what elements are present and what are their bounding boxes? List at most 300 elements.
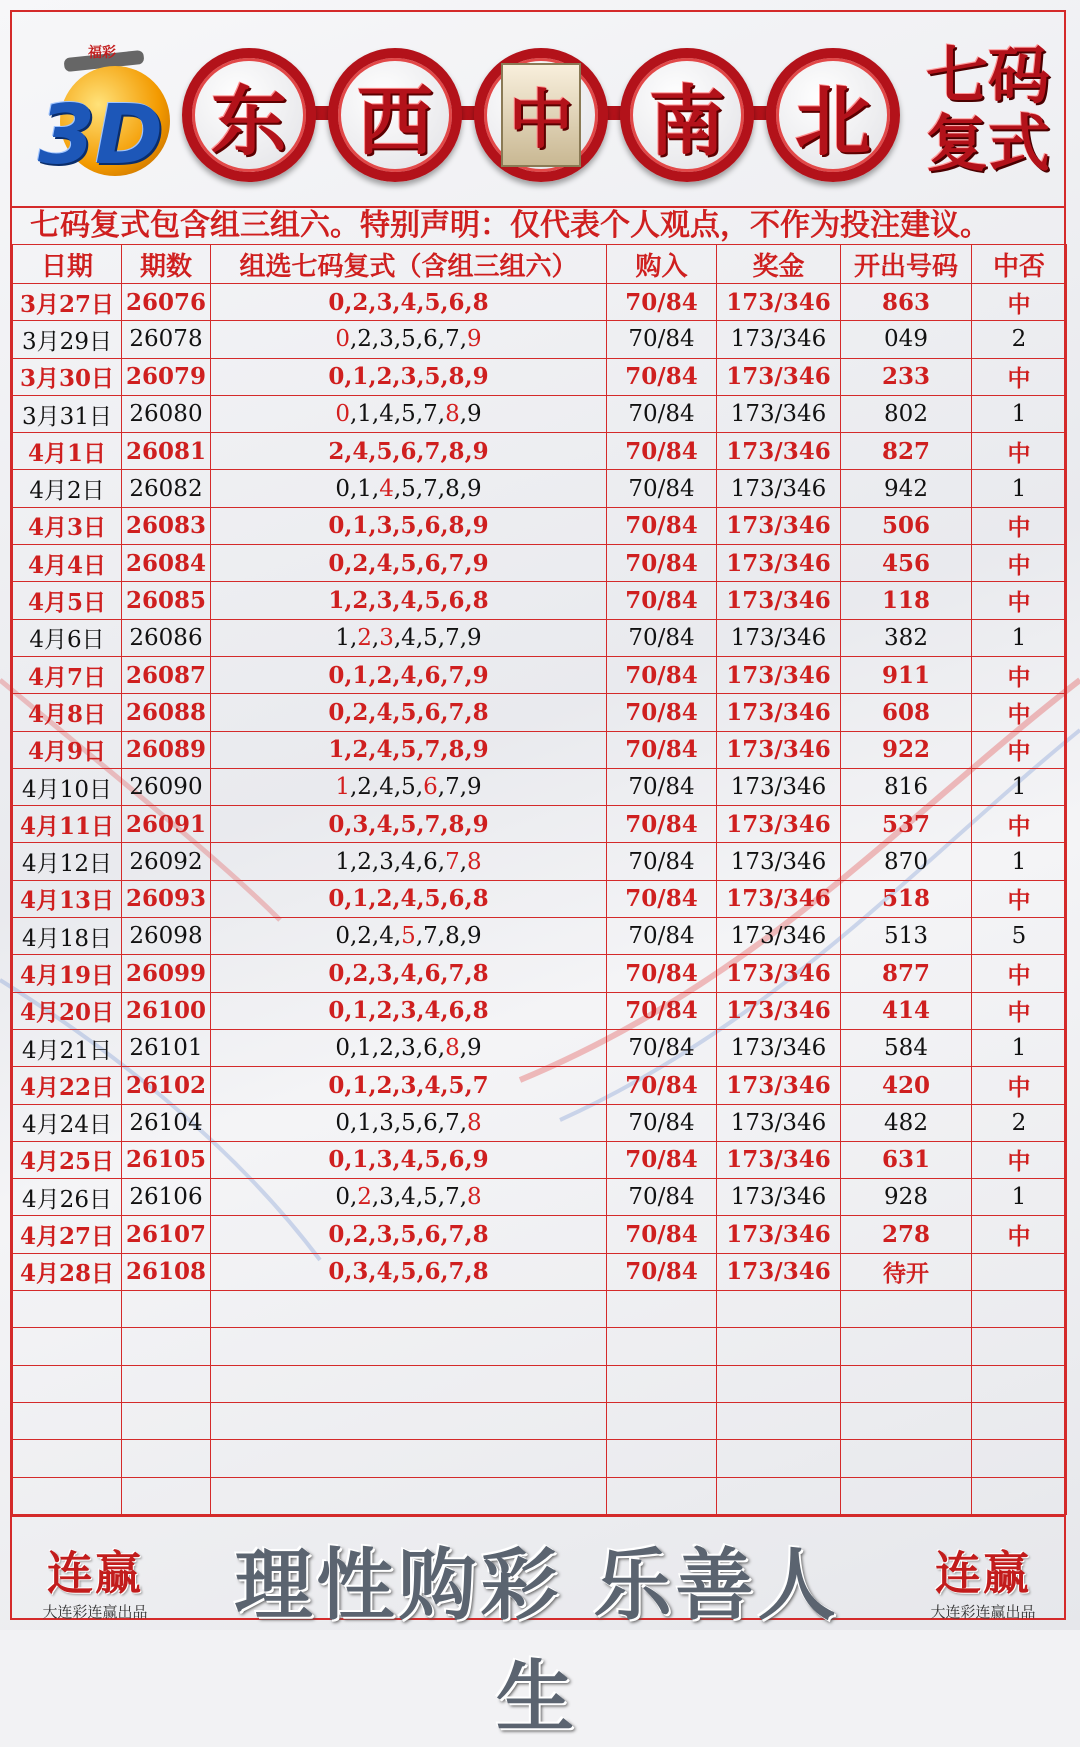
digit-separator: , [416, 959, 425, 987]
digit-separator: , [349, 401, 358, 428]
cell-issue: 26087 [122, 656, 211, 693]
cell-date: 4月5日 [13, 582, 122, 619]
cell-date: 4月3日 [13, 507, 122, 544]
cell-issue: 26080 [122, 395, 211, 432]
digit-separator: , [368, 661, 377, 689]
number-digit: 2 [357, 326, 372, 353]
cell-buy: 70/84 [607, 507, 717, 544]
cell-date: 4月2日 [13, 470, 122, 507]
digit-separator: , [459, 923, 468, 950]
number-digit: 5 [423, 624, 438, 651]
cell-draw: 278 [841, 1216, 972, 1253]
cell-prize: 173/346 [717, 1067, 841, 1104]
table-row [13, 470, 1067, 507]
number-digit: 7 [448, 1221, 465, 1249]
digit-separator: , [393, 624, 402, 651]
number-digit: 0 [328, 997, 345, 1025]
digit-separator: , [440, 698, 449, 726]
side-title [918, 39, 1058, 180]
table-row [13, 545, 1067, 582]
number-digit: 4 [379, 475, 394, 502]
empty-cell [841, 1328, 972, 1365]
cell-draw: 049 [841, 321, 972, 358]
number-digit: 5 [424, 587, 441, 615]
digit-separator: , [437, 923, 446, 950]
digit-separator: , [440, 1071, 449, 1099]
empty-cell [972, 1291, 1067, 1328]
empty-cell [13, 1291, 122, 1328]
digit-separator: , [416, 549, 425, 577]
cell-issue: 26092 [122, 843, 211, 880]
cell-issue: 26078 [122, 321, 211, 358]
cell-buy: 70/84 [607, 955, 717, 992]
cell-date: 4月11日 [13, 806, 122, 843]
number-digit: 3 [352, 1258, 369, 1286]
table-row [13, 1216, 1067, 1253]
digit-separator: , [416, 288, 425, 316]
cell-prize: 173/346 [717, 582, 841, 619]
cell-buy: 70/84 [607, 1253, 717, 1290]
number-digit: 1 [352, 363, 369, 391]
digit-separator: , [368, 736, 377, 764]
cell-numbers [211, 694, 607, 731]
digit-separator: , [416, 1221, 425, 1249]
number-digit: 6 [423, 1035, 438, 1062]
number-digit: 0 [328, 512, 345, 540]
number-digit: 3 [376, 587, 393, 615]
number-digit: 1 [352, 512, 369, 540]
number-digit: 8 [472, 1221, 489, 1249]
number-digit: 6 [424, 1221, 441, 1249]
brand-sub: 大连彩连赢出品 [42, 1603, 148, 1621]
number-digit: 0 [328, 288, 345, 316]
digit-separator: , [349, 848, 358, 875]
number-digit: 6 [423, 326, 438, 353]
cell-prize: 173/346 [717, 843, 841, 880]
cell-buy: 70/84 [607, 395, 717, 432]
digit-separator: , [393, 848, 402, 875]
cell-buy: 70/84 [607, 1216, 717, 1253]
number-digit: 5 [400, 549, 417, 577]
cell-draw: 802 [841, 395, 972, 432]
cell-numbers [211, 1067, 607, 1104]
cell-issue: 26081 [122, 433, 211, 470]
number-digit: 6 [448, 288, 465, 316]
cell-buy: 70/84 [607, 1104, 717, 1141]
col-header-result: 中否 [972, 245, 1067, 284]
empty-cell [122, 1477, 211, 1514]
cell-numbers [211, 284, 607, 321]
digit-separator: , [440, 437, 449, 465]
table-row-empty [13, 1365, 1067, 1402]
number-digit: 1 [357, 1109, 372, 1136]
digit-separator: , [464, 437, 473, 465]
cell-prize: 173/346 [717, 806, 841, 843]
digit-separator: , [416, 363, 425, 391]
table-row [13, 731, 1067, 768]
cell-prize: 173/346 [717, 545, 841, 582]
cell-numbers [211, 507, 607, 544]
cell-date: 4月4日 [13, 545, 122, 582]
empty-cell [211, 1440, 607, 1477]
cell-issue: 26076 [122, 284, 211, 321]
digit-separator: , [371, 923, 380, 950]
table-row [13, 1067, 1067, 1104]
digit-separator: , [440, 661, 449, 689]
digit-separator: , [368, 363, 377, 391]
number-digit: 2 [376, 997, 393, 1025]
cell-prize: 173/346 [717, 1029, 841, 1066]
empty-cell [607, 1402, 717, 1439]
digit-separator: , [371, 774, 380, 800]
number-digit: 9 [472, 1146, 489, 1174]
number-digit: 1 [357, 1035, 372, 1062]
number-digit: 5 [424, 885, 441, 913]
cell-draw: 518 [841, 880, 972, 917]
banner-medal-west: 西 [328, 48, 462, 182]
cell-result: 中 [972, 545, 1067, 582]
cell-prize: 173/346 [717, 731, 841, 768]
digit-separator: , [392, 997, 401, 1025]
number-digit: 2 [376, 363, 393, 391]
digit-separator: , [416, 698, 425, 726]
number-digit: 4 [400, 959, 417, 987]
cell-result: 中 [972, 806, 1067, 843]
cell-date: 4月13日 [13, 880, 122, 917]
cell-date: 4月7日 [13, 656, 122, 693]
digit-separator: , [415, 624, 424, 651]
digit-separator: , [392, 1071, 401, 1099]
cell-date: 4月12日 [13, 843, 122, 880]
cell-date: 3月30日 [13, 358, 122, 395]
digit-separator: , [464, 1221, 473, 1249]
cell-date: 4月27日 [13, 1216, 122, 1253]
number-digit: 7 [423, 475, 438, 502]
cell-issue: 26107 [122, 1216, 211, 1253]
digit-separator: , [368, 549, 377, 577]
number-digit: 0 [335, 475, 350, 502]
cell-numbers [211, 1253, 607, 1290]
cell-buy: 70/84 [607, 694, 717, 731]
digit-separator: , [349, 1109, 358, 1136]
number-digit: 1 [335, 774, 350, 800]
empty-cell [607, 1477, 717, 1514]
number-digit: 9 [472, 512, 489, 540]
digit-separator: , [437, 1184, 446, 1211]
cell-issue: 26088 [122, 694, 211, 731]
number-digit: 6 [423, 848, 438, 875]
number-digit: 6 [448, 587, 465, 615]
cell-issue: 26104 [122, 1104, 211, 1141]
cell-result: 中 [972, 694, 1067, 731]
table-row [13, 694, 1067, 731]
number-digit: 3 [400, 1071, 417, 1099]
cell-date: 3月31日 [13, 395, 122, 432]
number-digit: 6 [424, 959, 441, 987]
cell-prize: 173/346 [717, 507, 841, 544]
digit-separator: , [371, 1035, 380, 1062]
cell-numbers [211, 395, 607, 432]
col-header-date: 日期 [13, 245, 122, 284]
cell-issue: 26105 [122, 1141, 211, 1178]
empty-cell [841, 1440, 972, 1477]
number-digit: 2 [352, 288, 369, 316]
number-digit: 0 [328, 1221, 345, 1249]
table-row [13, 992, 1067, 1029]
cell-buy: 70/84 [607, 992, 717, 1029]
number-digit: 7 [445, 624, 460, 651]
number-digit: 9 [467, 326, 482, 353]
digit-separator: , [393, 401, 402, 428]
digit-separator: , [464, 959, 473, 987]
digit-separator: , [344, 288, 353, 316]
digit-separator: , [392, 363, 401, 391]
cell-draw: 863 [841, 284, 972, 321]
digit-separator: , [440, 810, 449, 838]
cell-draw: 513 [841, 918, 972, 955]
digit-separator: , [393, 475, 402, 502]
digit-separator: , [349, 326, 358, 353]
digit-separator: , [440, 1221, 449, 1249]
number-digit: 2 [328, 437, 345, 465]
side-title-line2: 复式 [925, 107, 1050, 180]
table-row [13, 395, 1067, 432]
cell-numbers [211, 992, 607, 1029]
number-digit: 8 [472, 1258, 489, 1286]
digit-separator: , [344, 437, 353, 465]
table-row [13, 1029, 1067, 1066]
cell-numbers [211, 619, 607, 656]
digit-separator: , [344, 1146, 353, 1174]
digit-separator: , [392, 437, 401, 465]
number-digit: 6 [424, 698, 441, 726]
number-digit: 8 [448, 512, 465, 540]
digit-separator: , [368, 288, 377, 316]
cell-numbers [211, 545, 607, 582]
cell-date: 4月18日 [13, 918, 122, 955]
cell-buy: 70/84 [607, 731, 717, 768]
digit-separator: , [416, 997, 425, 1025]
number-digit: 0 [328, 959, 345, 987]
digit-separator: , [437, 624, 446, 651]
cell-date: 4月21日 [13, 1029, 122, 1066]
number-digit: 5 [424, 288, 441, 316]
cell-result: 中 [972, 582, 1067, 619]
digit-separator: , [368, 1146, 377, 1174]
number-digit: 0 [335, 401, 350, 428]
number-digit: 0 [328, 885, 345, 913]
digit-separator: , [392, 512, 401, 540]
number-digit: 9 [472, 437, 489, 465]
header [12, 12, 1066, 206]
number-digit: 6 [448, 885, 465, 913]
banner-medal-south: 南 [620, 48, 754, 182]
slogan: 理性购彩 乐善人生 [234, 1541, 840, 1743]
empty-cell [972, 1440, 1067, 1477]
digit-separator: , [368, 1258, 377, 1286]
number-digit: 5 [448, 1071, 465, 1099]
cell-issue: 26091 [122, 806, 211, 843]
table-row [13, 284, 1067, 321]
digit-separator: , [368, 437, 377, 465]
number-digit: 0 [328, 1258, 345, 1286]
digit-separator: , [371, 1184, 380, 1211]
cell-prize: 173/346 [717, 1141, 841, 1178]
digit-separator: , [416, 437, 425, 465]
cell-draw: 877 [841, 955, 972, 992]
cell-date: 4月8日 [13, 694, 122, 731]
number-digit: 5 [401, 401, 416, 428]
number-digit: 7 [448, 1258, 465, 1286]
cell-numbers [211, 768, 607, 805]
number-digit: 1 [335, 624, 350, 651]
empty-cell [122, 1328, 211, 1365]
empty-cell [122, 1402, 211, 1439]
cell-issue: 26083 [122, 507, 211, 544]
digit-separator: , [392, 810, 401, 838]
number-digit: 6 [424, 1258, 441, 1286]
cell-issue: 26108 [122, 1253, 211, 1290]
digit-separator: , [416, 1146, 425, 1174]
digit-separator: , [437, 848, 446, 875]
number-digit: 7 [448, 661, 465, 689]
digit-separator: , [464, 288, 473, 316]
number-digit: 4 [400, 587, 417, 615]
digit-separator: , [437, 1109, 446, 1136]
number-digit: 6 [448, 1146, 465, 1174]
cell-issue: 26084 [122, 545, 211, 582]
digit-separator: , [459, 475, 468, 502]
number-digit: 8 [472, 288, 489, 316]
table-row [13, 1179, 1067, 1216]
number-digit: 4 [400, 1146, 417, 1174]
col-header-numbers: 组选七码复式（含组三组六） [211, 245, 607, 284]
cell-draw: 928 [841, 1179, 972, 1216]
number-digit: 7 [448, 549, 465, 577]
number-digit: 0 [335, 326, 350, 353]
number-digit: 0 [328, 1071, 345, 1099]
cell-buy: 70/84 [607, 918, 717, 955]
empty-cell [211, 1365, 607, 1402]
digit-separator: , [344, 1221, 353, 1249]
cell-result: 中 [972, 992, 1067, 1029]
cell-issue: 26102 [122, 1067, 211, 1104]
cell-prize: 173/346 [717, 880, 841, 917]
cell-buy: 70/84 [607, 433, 717, 470]
cell-draw: 827 [841, 433, 972, 470]
number-digit: 0 [328, 363, 345, 391]
digit-separator: , [371, 326, 380, 353]
number-digit: 8 [472, 997, 489, 1025]
digit-separator: , [459, 1109, 468, 1136]
digit-separator: , [392, 1221, 401, 1249]
brand-sub: 大连彩连赢出品 [930, 1603, 1036, 1621]
empty-cell [607, 1365, 717, 1402]
empty-cell [122, 1291, 211, 1328]
digit-separator: , [392, 288, 401, 316]
cell-numbers [211, 582, 607, 619]
digit-separator: , [464, 1071, 473, 1099]
cell-issue: 26082 [122, 470, 211, 507]
number-digit: 9 [467, 1035, 482, 1062]
table-row [13, 806, 1067, 843]
cell-result: 2 [972, 321, 1067, 358]
empty-cell [211, 1291, 607, 1328]
digit-separator: , [349, 774, 358, 800]
cell-prize: 173/346 [717, 992, 841, 1029]
number-digit: 5 [376, 437, 393, 465]
brand-name: 连赢 [935, 1546, 1031, 1600]
number-digit: 4 [379, 774, 394, 800]
cell-date: 4月26日 [13, 1179, 122, 1216]
empty-cell [13, 1477, 122, 1514]
number-digit: 7 [445, 1184, 460, 1211]
number-digit: 5 [424, 1146, 441, 1174]
cell-issue: 26079 [122, 358, 211, 395]
cell-prize: 173/346 [717, 470, 841, 507]
empty-cell [841, 1365, 972, 1402]
number-digit: 4 [352, 437, 369, 465]
number-digit: 2 [376, 661, 393, 689]
number-digit: 8 [467, 1109, 482, 1136]
digit-separator: , [393, 326, 402, 353]
cell-buy: 70/84 [607, 768, 717, 805]
number-digit: 9 [472, 810, 489, 838]
number-digit: 4 [401, 624, 416, 651]
number-digit: 7 [445, 326, 460, 353]
number-digit: 5 [400, 736, 417, 764]
cell-prize: 173/346 [717, 1253, 841, 1290]
digit-separator: , [368, 885, 377, 913]
number-digit: 4 [424, 1071, 441, 1099]
digit-separator: , [344, 885, 353, 913]
cell-prize: 173/346 [717, 284, 841, 321]
logo-text: 3D [38, 88, 164, 183]
footer [12, 1515, 1066, 1743]
number-digit: 3 [379, 848, 394, 875]
number-digit: 4 [400, 885, 417, 913]
banner-medal-north: 北 [766, 48, 900, 182]
number-digit: 9 [472, 661, 489, 689]
cell-date: 4月22日 [13, 1067, 122, 1104]
digit-separator: , [459, 624, 468, 651]
cell-numbers [211, 955, 607, 992]
number-digit: 4 [376, 1258, 393, 1286]
number-digit: 8 [445, 923, 460, 950]
number-digit: 4 [376, 810, 393, 838]
table-header-row [13, 245, 1067, 284]
logo-3d [30, 45, 178, 196]
digit-separator: , [440, 587, 449, 615]
number-digit: 7 [423, 401, 438, 428]
cell-result: 1 [972, 395, 1067, 432]
number-digit: 9 [472, 363, 489, 391]
digit-separator: , [459, 774, 468, 800]
digit-separator: , [371, 475, 380, 502]
number-digit: 3 [376, 959, 393, 987]
number-digit: 8 [445, 475, 460, 502]
cell-result: 1 [972, 1179, 1067, 1216]
digit-separator: , [464, 661, 473, 689]
table-row-empty [13, 1402, 1067, 1439]
cell-date: 4月19日 [13, 955, 122, 992]
empty-cell [13, 1440, 122, 1477]
cell-numbers [211, 656, 607, 693]
digit-separator: , [392, 549, 401, 577]
digit-separator: , [459, 1184, 468, 1211]
empty-cell [972, 1328, 1067, 1365]
number-digit: 5 [423, 1184, 438, 1211]
